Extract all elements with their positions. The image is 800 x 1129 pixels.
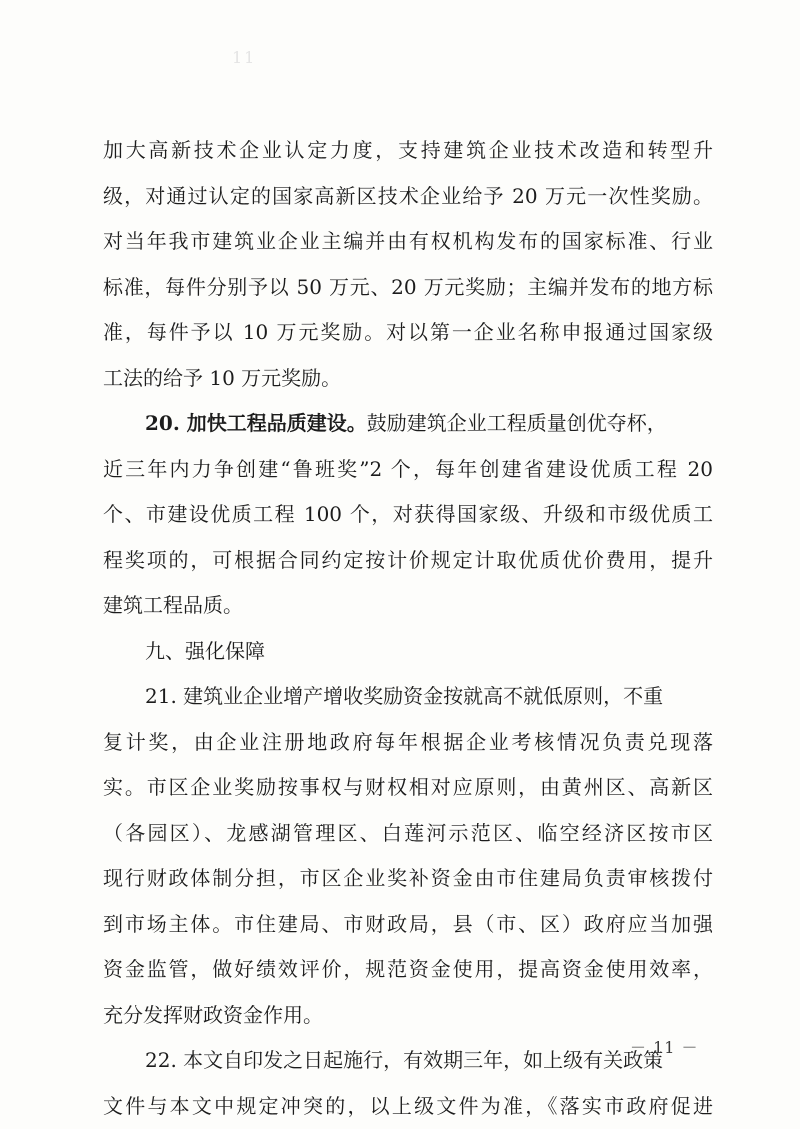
paragraph-line: 22. 本文自印发之日起施行，有效期三年，如上级有关政策 bbox=[103, 1038, 713, 1084]
paragraph-line: 复计奖，由企业注册地政府每年根据企业考核情况负责兑现落 bbox=[103, 720, 713, 766]
paragraph-line: 级，对通过认定的国家高新区技术企业给予 20 万元一次性奖励。 bbox=[103, 174, 713, 220]
section-20-first-line bbox=[103, 401, 713, 447]
section-20-text: 鼓励建筑企业工程质量创优夺杯， bbox=[367, 411, 667, 435]
paragraph-line: 个、市建设优质工程 100 个，对获得国家级、升级和市级优质工 bbox=[103, 492, 713, 538]
paragraph-line: 实。市区企业奖励按事权与财权相对应原则，由黄州区、高新区 bbox=[103, 765, 713, 811]
paragraph-line: 21. 建筑业企业增产增收奖励资金按就高不就低原则，不重 bbox=[103, 674, 713, 720]
paragraph-line: 标准，每件分别予以 50 万元、20 万元奖励；主编并发布的地方标 bbox=[103, 265, 713, 311]
paragraph-line: 到市场主体。市住建局、市财政局，县（市、区）政府应当加强 bbox=[103, 902, 713, 948]
paragraph-line: 近三年内力争创建“鲁班奖”2 个，每年创建省建设优质工程 20 bbox=[103, 447, 713, 493]
paragraph-line: 对当年我市建筑业企业主编并由有权机构发布的国家标准、行业 bbox=[103, 219, 713, 265]
paragraph-line: 程奖项的，可根据合同约定按计价规定计取优质优价费用，提升 bbox=[103, 538, 713, 584]
paragraph-line: 充分发挥财政资金作用。 bbox=[103, 993, 713, 1039]
paragraph-line: 工法的给予 10 万元奖励。 bbox=[103, 356, 713, 402]
paragraph-line: （各园区）、龙感湖管理区、白莲河示范区、临空经济区按市区 bbox=[103, 811, 713, 857]
paragraph-line: 现行财政体制分担，市区企业奖补资金由市住建局负责审核拨付 bbox=[103, 856, 713, 902]
section-heading: 九、强化保障 bbox=[103, 629, 713, 675]
paragraph-line: 文件与本文中规定冲突的，以上级文件为准，《落实市政府促进 bbox=[103, 1084, 713, 1129]
paragraph-line: 资金监管，做好绩效评价，规范资金使用，提高资金使用效率， bbox=[103, 947, 713, 993]
section-20-title: 20. 加快工程品质建设。 bbox=[145, 411, 367, 435]
faint-page-mark: 11 bbox=[232, 48, 256, 67]
body-text bbox=[103, 128, 713, 1129]
page-number: － 11 － bbox=[630, 1035, 699, 1058]
paragraph-line: 加大高新技术企业认定力度，支持建筑企业技术改造和转型升 bbox=[103, 128, 713, 174]
paragraph-line: 建筑工程品质。 bbox=[103, 583, 713, 629]
paragraph-line: 准，每件予以 10 万元奖励。对以第一企业名称申报通过国家级 bbox=[103, 310, 713, 356]
